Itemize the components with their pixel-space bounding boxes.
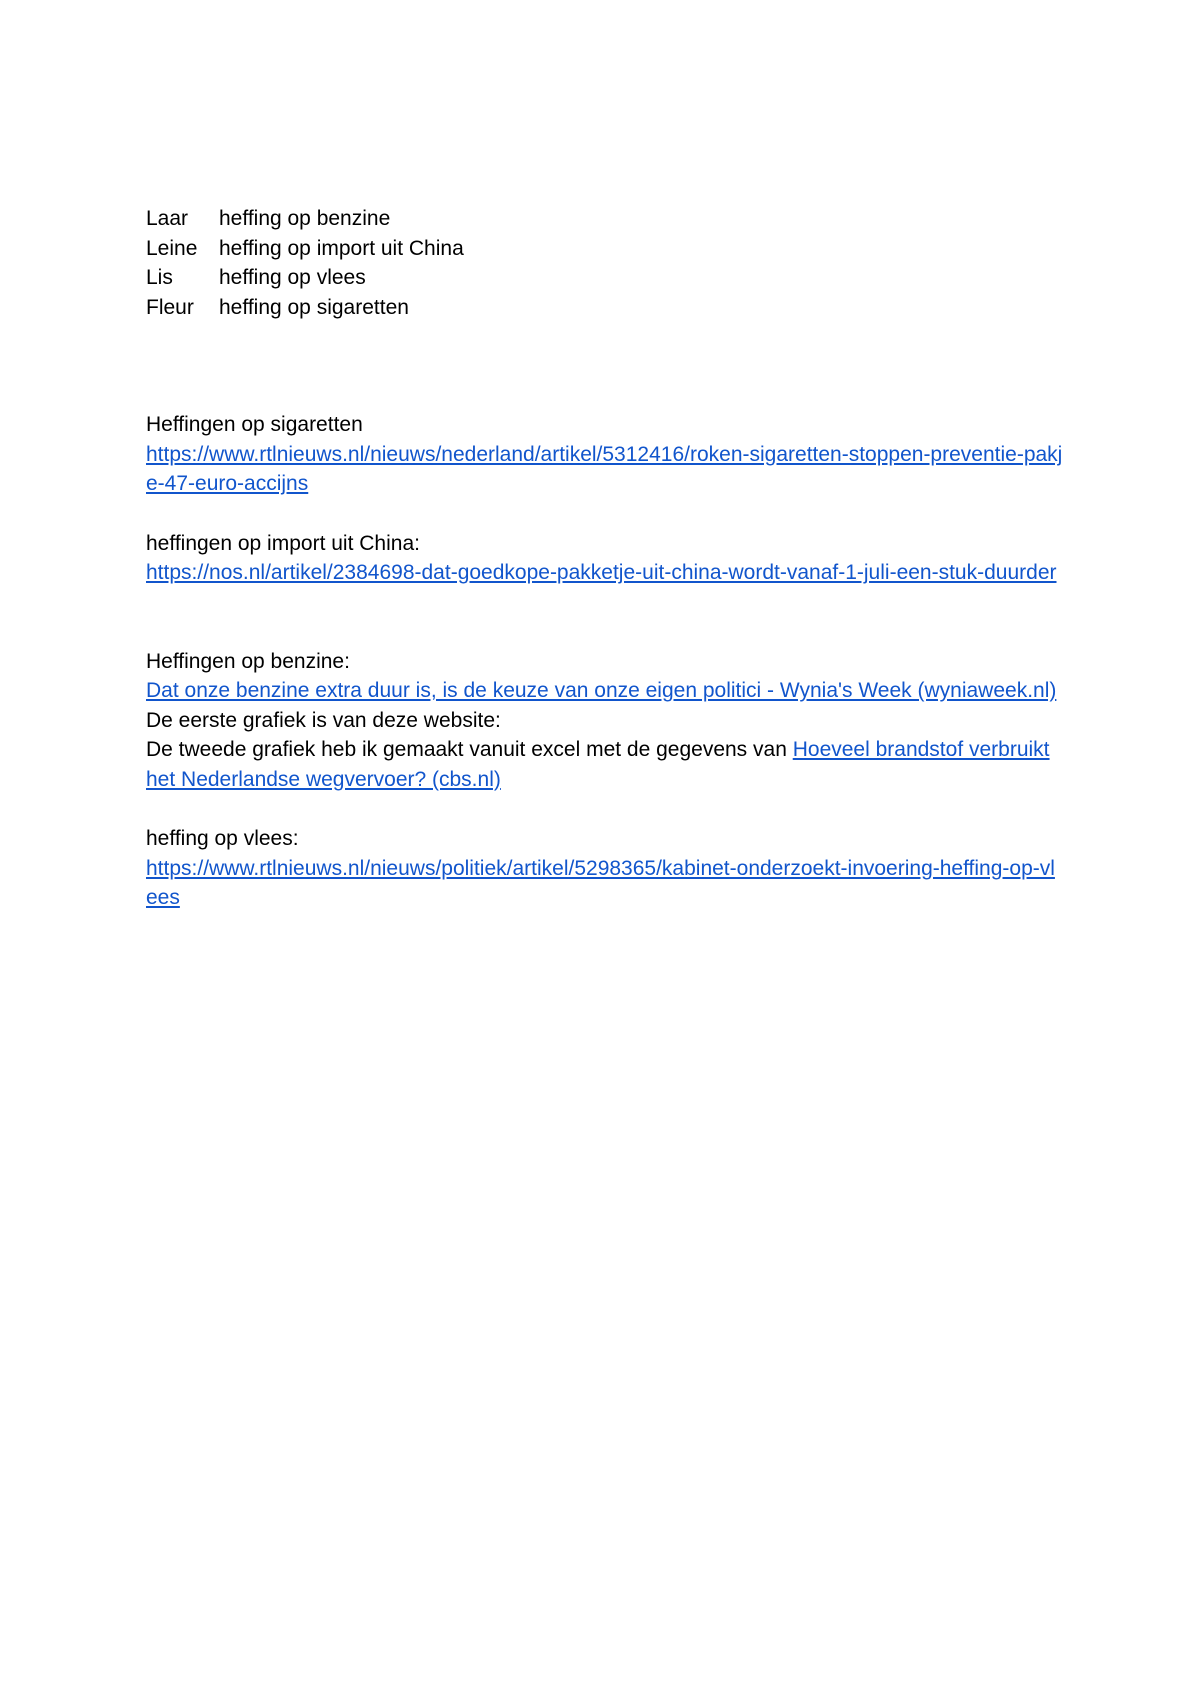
section-benzine	[146, 647, 1066, 795]
section-sigaretten	[146, 410, 1066, 499]
spacer	[146, 794, 1066, 824]
assignment-name: Leine	[146, 236, 198, 260]
spacer	[146, 588, 1066, 647]
spacer	[146, 499, 1066, 529]
assignment-name: Fleur	[146, 295, 194, 319]
assignment-name: Laar	[146, 207, 189, 230]
section-heading: heffingen op import uit China:	[146, 531, 420, 555]
assignment-row	[146, 234, 464, 264]
second-chart-note	[146, 735, 1066, 794]
assignment-topic: heffing op vlees	[219, 266, 366, 289]
assignment-topic: heffing op import uit China	[219, 236, 464, 260]
assignment-row	[146, 263, 464, 293]
assignment-row	[146, 204, 464, 234]
source-link-cbs[interactable]: Hoeveel brandstof verbruikt het Nederlandse wegvervoer? (cbs.nl)	[146, 738, 1050, 791]
source-link-china[interactable]: https://nos.nl/artikel/2384698-dat-goedkope-pakketje-uit-china-wordt-vanaf-1-juli-een-stuk-duurder	[146, 561, 1057, 584]
section-china	[146, 529, 1066, 588]
assignment-row	[146, 293, 464, 323]
assignment-name: Lis	[146, 266, 173, 289]
section-vlees	[146, 824, 1066, 913]
second-chart-text: De tweede grafiek heb ik gemaakt vanuit excel met de gegevens van	[146, 738, 793, 761]
first-chart-note: De eerste grafiek is van deze website:	[146, 708, 501, 732]
assignment-topic: heffing op sigaretten	[219, 295, 409, 319]
spacer	[146, 322, 1066, 410]
section-heading: Heffingen op sigaretten	[146, 413, 363, 436]
section-heading: heffing op vlees:	[146, 827, 299, 850]
source-link-vlees[interactable]: https://www.rtlnieuws.nl/nieuws/politiek/artikel/5298365/kabinet-onderzoekt-invoering-heffing-op-vlees	[146, 856, 1055, 909]
document-body	[146, 204, 1066, 913]
source-link-sigaretten[interactable]: https://www.rtlnieuws.nl/nieuws/nederland/artikel/5312416/roken-sigaretten-stoppen-preventie-pakje-47-euro-accijns	[146, 442, 1063, 495]
assignment-table	[146, 204, 464, 322]
section-heading: Heffingen op benzine:	[146, 649, 350, 673]
source-link-benzine[interactable]: Dat onze benzine extra duur is, is de keuze van onze eigen politici - Wynia's Week (wyniaweek.nl)	[146, 679, 1057, 702]
assignment-topic: heffing op benzine	[219, 207, 391, 230]
